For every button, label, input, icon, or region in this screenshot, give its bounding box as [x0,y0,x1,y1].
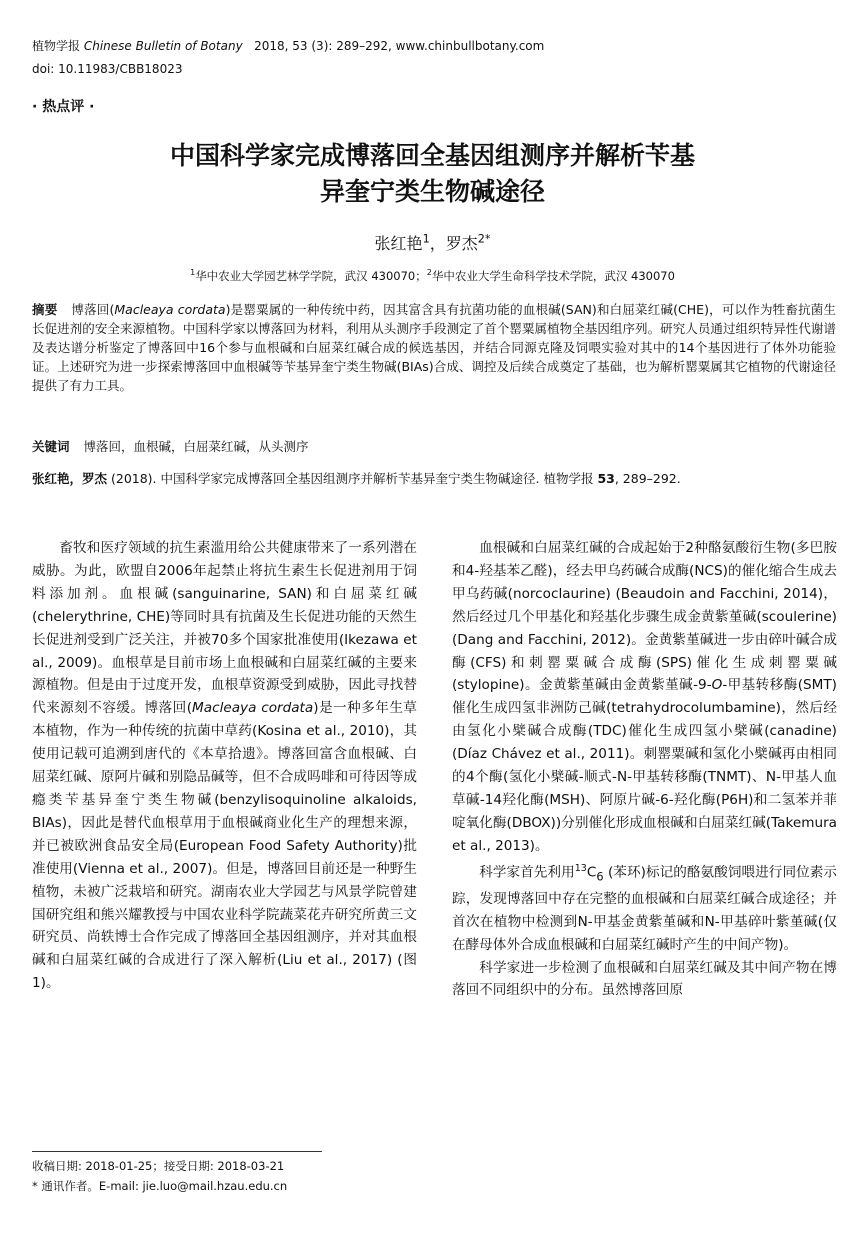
author-separator: ， [429,234,446,253]
keywords-label: 关键词 [32,439,70,454]
journal-citation: 2018, 53 (3): 289–292, www.chinbullbotany.com [254,39,545,53]
keywords [32,437,836,455]
body-paragraph [32,537,417,995]
body-column-left [32,537,417,995]
abstract-label: 摘要 [32,302,58,317]
affil-1: 华中农业大学园艺林学学院，武汉 430070； [195,269,427,283]
body-text: 畜牧和医疗领域的抗生素滥用给公共健康带来了一系列潜在威胁。为此，欧盟自2006年起禁止将抗生素生长促进剂用于饲料添加剂。血根碱(sanguinarine, SAN)和白屈菜红碱(chelerythrine, CHE)等同时具有抗菌及生长促进功能的天然生长促进剂受到广泛关注，并被70多个国家批准使用(Ikezawa et al., 2009)。血根草是目前市场上血根碱和白屈菜红碱的主要来源植物。但是由于过度开发，血根草资源受到威胁，因此寻找替代来源刻不容缓。博落回( [32,540,417,717]
affil-2: 华中农业大学生命科学技术学院，武汉 430070 [431,269,675,283]
keywords-text: 博落回，血根碱，白屈菜红碱，从头测序 [83,439,309,454]
affiliations [0,268,865,284]
journal-name-en: Chinese Bulletin of Botany [83,39,243,53]
body-paragraph [452,858,837,957]
journal-header [32,38,544,54]
footnote-dates: 收稿日期: 2018-01-25；接受日期: 2018-03-21 [32,1159,285,1173]
body-text: (苯环)标记的酪氨酸饲喂进行同位素示踪，发现博落回中存在完整的血根碱和白屈菜红碱合成途径；并首次在植物中检测到N-甲基金黄紫堇碱和N-甲基碎叶紫堇碱(仅在酵母体外合成血根碱和白屈菜红碱时产生的中间产物)。 [452,864,837,953]
body-paragraph [452,957,837,1003]
citation-text: (2018). 中国科学家完成博落回全基因组测序并解析苄基异奎宁类生物碱途径. 植物学报 [107,471,598,486]
isotope-count: 6 [596,868,604,883]
title-line-1: 中国科学家完成博落回全基因组测序并解析苄基 [169,141,695,170]
author-2: 罗杰 [445,234,478,253]
section-tag: · 热点评 · [32,99,95,115]
abstract-species: Macleaya cordata [114,302,226,317]
body-text: 血根碱和白屈菜红碱的合成起始于2种酪氨酸衍生物(多巴胺和4-羟基苯乙醛)，经去甲乌药碱合成酶(NCS)的催化缩合生成去甲乌药碱(norcoclaurine) (Beaudoin and Facchini, 2014)，然后经过几个甲基化和羟基化步骤生成金黄紫堇碱(scoulerine) (Dang and Facchini, 2012)。金黄紫堇碱进一步由碎叶碱合成酶(CFS)和刺罂粟碱合成酶(SPS)催化生成刺罂粟碱(stylopine)。金黄紫堇碱由金黄紫堇碱-9- [452,540,837,694]
footnote-corresponding: * 通讯作者。E-mail: jie.luo@mail.hzau.edu.cn [32,1179,288,1193]
body-column-right [452,537,837,1002]
affil-1-mark: 1 [190,268,196,278]
citation-pages: , 289–292. [614,471,681,486]
isotope-element: C [586,864,597,881]
italic-o: O [711,677,723,694]
citation-authors: 张红艳，罗杰 [32,471,108,486]
abstract [32,300,836,395]
body-text: 科学家进一步检测了血根碱和白屈菜红碱及其中间产物在博落回不同组织中的分布。虽然博落回原 [452,959,837,999]
doi: doi: 10.11983/CBB18023 [32,62,183,76]
species-name: Macleaya cordata [192,700,314,717]
body-text: )是一种多年生草本植物，作为一种传统的抗菌中草药(Kosina et al., 2010)，其使用记载可追溯到唐代的《本草拾遗》。博落回富含血根碱、白屈菜红碱、原阿片碱和别隐品碱等，但不合成吗啡和可待因等成瘾类苄基异奎宁类生物碱(benzylisoquinoline alkaloids, BIAs)，因此是替代血根草用于血根碱商业化生产的理想来源，并已被欧洲食品安全局(European Food Safety Authority)批准使用(Vienna et al., 2007)。但是，博落回目前还是一种野生植物，未被广泛栽培和研究。湖南农业大学园艺与风景学院曾建国研究组和熊兴耀教授与中国农业科学院蔬菜花卉研究所黄三文研究员、尚轶博士合作完成了博落回全基因组测序，并对其血根碱和白屈菜红碱的合成进行了深入解析(Liu et al., 2017) (图1)。 [32,700,417,992]
citation-line [32,469,836,487]
author-1: 张红艳 [374,234,423,253]
body-text: 科学家首先利用 [479,864,575,881]
body-paragraph [452,537,837,858]
title-line-2: 异奎宁类生物碱途径 [319,177,545,206]
abstract-text-a: 博落回( [71,302,115,317]
affil-2-mark: 2 [426,268,432,278]
footnote-divider [32,1151,322,1152]
journal-name-cn: 植物学报 [32,39,81,53]
citation-volume: 53 [597,471,615,486]
author-list [0,231,865,254]
isotope-mass: 13 [574,862,587,874]
body-text: -甲基转移酶(SMT)催化生成四氢非洲防己碱(tetrahydrocolumbamine)，然后经由氢化小檗碱合成酶(TDC)催化生成四氢小檗碱(canadine) (Díaz Chávez et al., 2011)。刺罂粟碱和氢化小檗碱再由相同的4个酶(氢化小檗碱-顺式-N-甲基转移酶(TNMT)、N-甲基人血草碱-14羟化酶(MSH)、阿原片碱-6-羟化酶(P6H)和二氢苯并菲啶氧化酶(DBOX))分别催化形成血根碱和白屈菜红碱(Takemura et al., 2013)。 [452,677,837,854]
author-2-affil-mark: 2* [477,232,491,246]
author-1-affil-mark: 1 [422,232,430,246]
paper-title [0,138,865,210]
abstract-text-b: )是罂粟属的一种传统中药，因其富含具有抗菌功能的血根碱(SAN)和白屈菜红碱(CHE)，可以作为牲畜抗菌生长促进剂的安全来源植物。中国科学家以博落回为材料，利用从头测序手段测定了首个罂粟属植物全基因组序列。研究人员通过组织特异性代谢谱及表达谱分析鉴定了博落回中16个参与血根碱和白屈菜红碱合成的候选基因，并结合同源克隆及饲喂实验对其中的14个基因进行了体外功能验证。上述研究为进一步探索博落回中血根碱等苄基异奎宁类生物碱(BIAs)合成、调控及后续合成奠定了基础，也为解析罂粟属其它植物的代谢途径提供了有力工具。 [32,302,836,393]
